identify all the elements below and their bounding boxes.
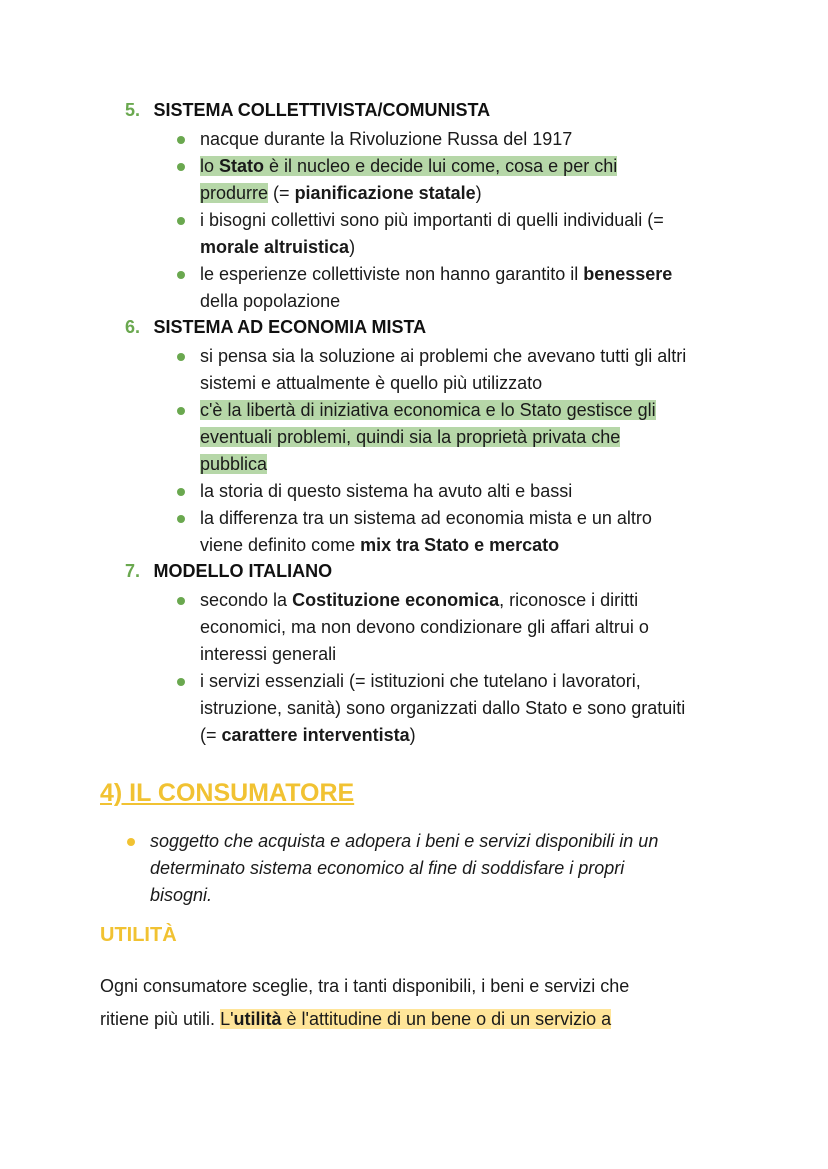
bullet-item (175, 587, 735, 668)
bullet-text: è il nucleo e decide lui come, cosa e per chi (264, 156, 618, 176)
section-header-5 (125, 100, 765, 121)
definition-line-2: determinato sistema economico al fine di soddisfare i propri (150, 858, 625, 878)
bullet-text: ) (349, 237, 356, 257)
bullet-text: lo (200, 156, 220, 176)
bullet-item (175, 126, 735, 153)
bullet-text: produrre (200, 183, 269, 203)
bullet-item (175, 153, 735, 207)
bullet-text: ) (475, 183, 482, 203)
paragraph-line-2: ritiene più utili. (100, 1009, 221, 1029)
bullet-dot-icon (127, 838, 135, 846)
utilita-term: utilità (233, 1009, 282, 1029)
bullet-text: della popolazione (200, 291, 341, 311)
definition-line-3: bisogni. (150, 885, 213, 905)
bullet-text: interessi generali (200, 644, 337, 664)
bullet-text: i bisogni collettivi sono più importanti di quelli individuali (= (200, 210, 664, 230)
bullet-item (175, 207, 735, 261)
bullet-item (175, 668, 735, 749)
bullet-text: ) (409, 725, 416, 745)
consumatore-definition (125, 828, 750, 909)
bullet-text: le esperienze collettiviste non hanno garantito il (200, 264, 584, 284)
definition-line-1: soggetto che acquista e adopera i beni e servizi disponibili in un (150, 831, 659, 851)
bullet-text: (= (200, 725, 222, 745)
bullet-item (175, 261, 735, 315)
section-7-bullets (175, 587, 735, 749)
section-5-bullets (175, 126, 735, 315)
bullet-text: pubblica (200, 454, 268, 474)
bullet-text: c'è la libertà di iniziativa economica e lo Stato gestisce gli (200, 400, 656, 420)
bullet-dot-icon (177, 136, 185, 144)
section-number: 6. (125, 317, 141, 337)
section-header-6 (125, 317, 765, 338)
bold-term: benessere (583, 264, 673, 284)
section-title: SISTEMA AD ECONOMIA MISTA (153, 317, 427, 337)
bullet-text: (= (268, 183, 295, 203)
bullet-dot-icon (177, 407, 185, 415)
heading-consumatore: 4) IL CONSUMATORE (100, 779, 355, 807)
bullet-text: i servizi essenziali (= istituzioni che tutelano i lavoratori, (200, 671, 641, 691)
bold-term: Costituzione economica (292, 590, 500, 610)
section-number: 7. (125, 561, 141, 581)
bullet-text: economici, ma non devono condizionare gli affari altrui o (200, 617, 649, 637)
bullet-text: secondo la (200, 590, 293, 610)
bullet-dot-icon (177, 488, 185, 496)
bullet-text: eventuali problemi, quindi sia la proprietà privata che (200, 427, 621, 447)
utilita-paragraph (100, 970, 740, 1036)
definition-prefix: L' (220, 1009, 234, 1029)
bullet-dot-icon (177, 515, 185, 523)
section-6-bullets (175, 343, 735, 559)
section-title: MODELLO ITALIANO (153, 561, 333, 581)
bullet-item (175, 397, 735, 478)
bold-term: morale altruistica (200, 237, 350, 257)
bullet-dot-icon (177, 678, 185, 686)
bold-term: pianificazione statale (294, 183, 476, 203)
highlighted-definition (220, 1009, 611, 1029)
bullet-item (175, 343, 735, 397)
bullet-text: istruzione, sanità) sono organizzati dallo Stato e sono gratuiti (200, 698, 686, 718)
bullet-text: si pensa sia la soluzione ai problemi che avevano tutti gli altri (200, 346, 687, 366)
bold-term: mix tra Stato e mercato (360, 535, 560, 555)
bullet-dot-icon (177, 163, 185, 171)
bullet-item (175, 505, 735, 559)
bullet-item (175, 478, 735, 505)
bullet-dot-icon (177, 353, 185, 361)
definition-text: è l'attitudine di un bene o di un servizio a (281, 1009, 612, 1029)
bullet-text: sistemi e attualmente è quello più utilizzato (200, 373, 543, 393)
bold-term: carattere interventista (221, 725, 410, 745)
section-title: SISTEMA COLLETTIVISTA/COMUNISTA (153, 100, 491, 120)
paragraph-line-1: Ogni consumatore sceglie, tra i tanti disponibili, i beni e servizi che (100, 976, 630, 996)
bullet-text: , riconosce i diritti (499, 590, 639, 610)
section-number: 5. (125, 100, 141, 120)
bullet-text: viene definito come (200, 535, 361, 555)
bullet-text: la storia di questo sistema ha avuto alti e bassi (200, 481, 573, 501)
bullet-dot-icon (177, 217, 185, 225)
section-header-7 (125, 561, 765, 582)
bullet-text: la differenza tra un sistema ad economia mista e un altro (200, 508, 652, 528)
heading-utilita: UTILITÀ (100, 924, 177, 946)
bullet-dot-icon (177, 597, 185, 605)
bullet-text: nacque durante la Rivoluzione Russa del 1917 (200, 129, 573, 149)
bullet-dot-icon (177, 271, 185, 279)
bold-term: Stato (219, 156, 265, 176)
